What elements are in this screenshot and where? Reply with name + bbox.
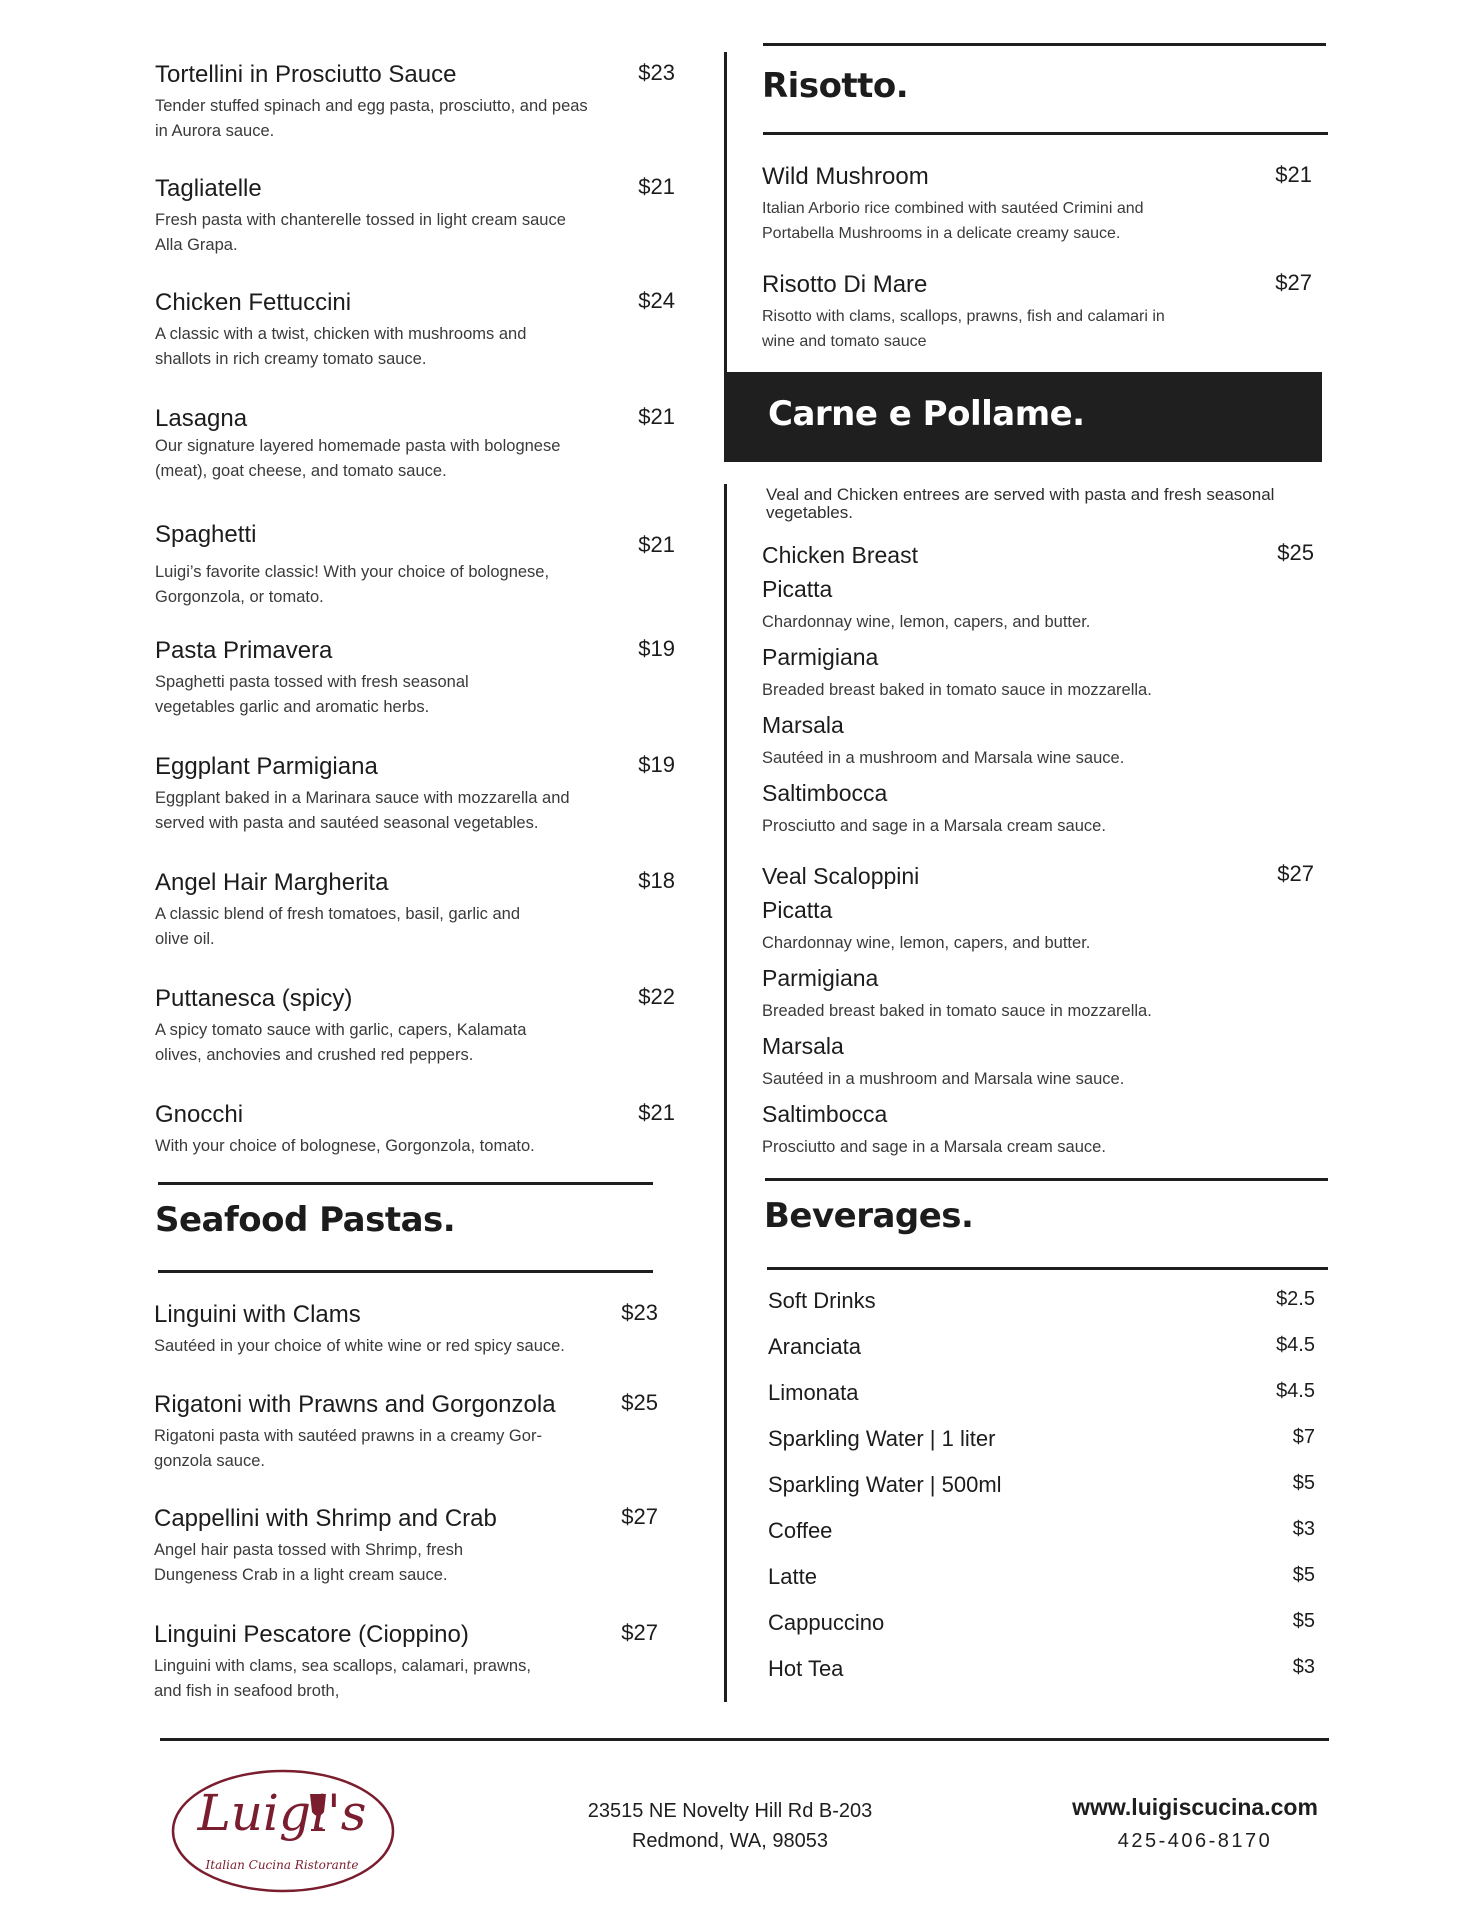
style-desc: Chardonnay wine, lemon, capers, and butter. [762,934,1091,952]
item-name: Gnocchi [155,1101,244,1128]
beverage-name: Cappuccino [768,1610,885,1635]
beverage-price: $7 [1292,1426,1315,1448]
item-price: $27 [1275,270,1312,295]
style-name: Parmigiana [762,644,879,670]
group-name: Chicken Breast [762,542,918,568]
footer-divider [160,1738,1329,1741]
style-desc: Prosciutto and sage in a Marsala cream sauce. [762,817,1106,835]
item-desc: Tender stuffed spinach and egg pasta, prosciutto, and peas in Aurora sauce. [155,97,588,140]
item-desc: Italian Arborio rice combined with sautéed Crimini and Portabella Mushrooms in a delicate creamy sauce. [762,200,1144,242]
carne-header-band [724,372,1322,462]
item-name: Wild Mushroom [762,163,929,190]
menu-item [155,520,675,636]
beverage-price: $5 [1292,1472,1315,1494]
item-price: $23 [621,1300,658,1325]
item-desc: Spaghetti pasta tossed with fresh seasonal vegetables garlic and aromatic herbs. [155,673,469,716]
style-desc: Sautéed in a mushroom and Marsala wine sauce. [762,749,1125,767]
style-name: Saltimbocca [762,780,888,806]
beverage-price: $5 [1292,1564,1315,1586]
pasta-list [155,60,675,1180]
item-name: Pasta Primavera [155,637,333,664]
beverage-row [768,1288,1315,1318]
beverage-row [768,1564,1315,1594]
group-name: Veal Scaloppini [762,863,920,889]
carne-title: Carne e Pollame. [768,394,1085,434]
veal-group [762,861,1314,1167]
item-price: $19 [638,636,675,661]
item-name: Linguini with Clams [154,1301,361,1328]
item-price: $24 [638,288,675,313]
style-desc: Breaded breast baked in tomato sauce in mozzarella. [762,1002,1152,1020]
menu-item [155,404,675,520]
item-desc: Fresh pasta with chanterelle tossed in light cream sauce Alla Grapa. [155,211,566,254]
item-price: $21 [638,174,675,199]
item-price: $21 [638,532,675,557]
item-name: Chicken Fettuccini [155,289,352,316]
menu-item [762,270,1312,360]
beverage-row [768,1380,1315,1410]
item-desc: With your choice of bolognese, Gorgonzola, tomato. [155,1137,535,1155]
beverage-price: $4.5 [1276,1380,1315,1402]
address-line: Redmond, WA, 98053 [631,1830,829,1852]
menu-item [155,1100,675,1180]
menu-item [762,162,1312,270]
beverage-price: $3 [1292,1656,1315,1678]
section-divider [763,43,1326,46]
risotto-list [762,162,1312,360]
item-name: Tortellini in Prosciutto Sauce [155,61,457,88]
item-desc: Eggplant baked in a Marinara sauce with mozzarella and served with pasta and sautéed seasonal vegetables. [155,789,570,832]
item-desc: Our signature layered homemade pasta with bolognese (meat), goat cheese, and tomato sauce. [155,437,561,480]
style-name: Saltimbocca [762,1101,888,1127]
item-price: $27 [621,1504,658,1529]
beverage-name: Limonata [768,1380,859,1405]
menu-item [155,288,675,404]
beverage-name: Soft Drinks [768,1288,876,1313]
item-name: Risotto Di Mare [762,271,928,298]
beverage-name: Hot Tea [768,1656,844,1681]
menu-item [154,1390,658,1504]
item-price: $21 [638,1100,675,1125]
item-name: Linguini Pescatore (Cioppino) [154,1621,469,1648]
style-name: Picatta [762,576,833,602]
item-desc: Rigatoni pasta with sautéed prawns in a creamy Gor-gonzola sauce. [154,1427,542,1470]
beverage-price: $4.5 [1276,1334,1315,1356]
website-link[interactable]: www.luigiscucina.com [1072,1794,1318,1820]
beverage-row [768,1518,1315,1548]
item-desc: Luigi’s favorite classic! With your choice of bolognese, Gorgonzola, or tomato. [155,563,550,606]
item-price: $21 [1275,162,1312,187]
menu-item [155,752,675,868]
beverage-name: Sparkling Water | 1 liter [768,1426,996,1451]
risotto-title: Risotto. [762,66,909,106]
item-name: Cappellini with Shrimp and Crab [154,1505,497,1532]
beverage-name: Aranciata [768,1334,861,1359]
menu-item [154,1504,658,1620]
item-price: $23 [638,60,675,85]
item-name: Lasagna [155,405,248,432]
section-divider [765,1178,1328,1181]
item-desc: A classic blend of fresh tomatoes, basil, garlic and olive oil. [155,905,521,948]
beverage-row [768,1656,1315,1686]
beverage-row [768,1610,1315,1640]
style-desc: Breaded breast baked in tomato sauce in mozzarella. [762,681,1152,699]
item-name: Eggplant Parmigiana [155,753,378,780]
beverage-name: Coffee [768,1518,833,1543]
item-desc: A spicy tomato sauce with garlic, capers, Kalamata olives, anchovies and crushed red peppers. [155,1021,527,1064]
beverage-name: Sparkling Water | 500ml [768,1472,1002,1497]
logo-tagline: Italian Cucina Ristorante [205,1858,359,1872]
item-price: $18 [638,868,675,893]
menu-item [154,1300,658,1390]
item-price: $21 [638,404,675,429]
menu-item [155,636,675,752]
menu-item [155,984,675,1100]
seafood-list [154,1300,658,1710]
item-desc: Angel hair pasta tossed with Shrimp, fresh Dungeness Crab in a light cream sauce. [154,1541,464,1584]
column-divider [724,484,727,1702]
beverage-price: $3 [1292,1518,1315,1540]
item-name: Puttanesca (spicy) [155,985,353,1012]
item-desc: Sautéed in your choice of white wine or red spicy sauce. [154,1337,565,1355]
seafood-title: Seafood Pastas. [155,1200,456,1240]
address [540,1796,920,1856]
menu-item [155,868,675,984]
section-divider [767,1267,1328,1270]
style-name: Marsala [762,1033,844,1059]
item-name: Tagliatelle [155,175,262,202]
column-divider [724,52,727,372]
item-price: $27 [621,1620,658,1645]
beverage-row [768,1472,1315,1502]
beverages-title: Beverages. [764,1196,974,1236]
item-name: Rigatoni with Prawns and Gorgonzola [154,1391,556,1418]
item-price: $25 [621,1390,658,1415]
beverage-price: $5 [1292,1610,1315,1632]
menu-item [155,174,675,288]
group-price: $25 [1277,540,1314,565]
item-desc: Risotto with clams, scallops, prawns, fish and calamari in wine and tomato sauce [762,308,1165,350]
group-price: $27 [1277,861,1314,886]
address-line: 23515 NE Novelty Hill Rd B-203 [587,1800,873,1822]
menu-item [155,60,675,174]
section-divider [158,1270,653,1273]
logo [168,1766,398,1896]
style-name: Picatta [762,897,833,923]
chicken-group [762,540,1314,846]
beverage-row [768,1426,1315,1456]
item-name: Angel Hair Margherita [155,869,389,896]
item-name: Spaghetti [155,521,257,548]
style-name: Marsala [762,712,844,738]
style-desc: Sautéed in a mushroom and Marsala wine sauce. [762,1070,1125,1088]
section-divider [763,132,1328,135]
section-divider [158,1182,653,1185]
logo-wordmark: Luigi's [197,1784,367,1842]
item-price: $22 [638,984,675,1009]
beverage-price: $2.5 [1276,1288,1315,1310]
beverage-name: Latte [768,1564,817,1589]
carne-intro: Veal and Chicken entrees are served with pasta and fresh seasonal vegetables. [766,485,1275,522]
item-desc: A classic with a twist, chicken with mushrooms and shallots in rich creamy tomato sauce. [155,325,527,368]
phone-number[interactable]: 425-406-8170 [1117,1830,1273,1852]
item-price: $19 [638,752,675,777]
menu-item [154,1620,658,1710]
style-name: Parmigiana [762,965,879,991]
beverage-row [768,1334,1315,1364]
item-desc: Linguini with clams, sea scallops, calamari, prawns, and fish in seafood broth, [154,1657,531,1700]
style-desc: Prosciutto and sage in a Marsala cream sauce. [762,1138,1106,1156]
style-desc: Chardonnay wine, lemon, capers, and butter. [762,613,1091,631]
